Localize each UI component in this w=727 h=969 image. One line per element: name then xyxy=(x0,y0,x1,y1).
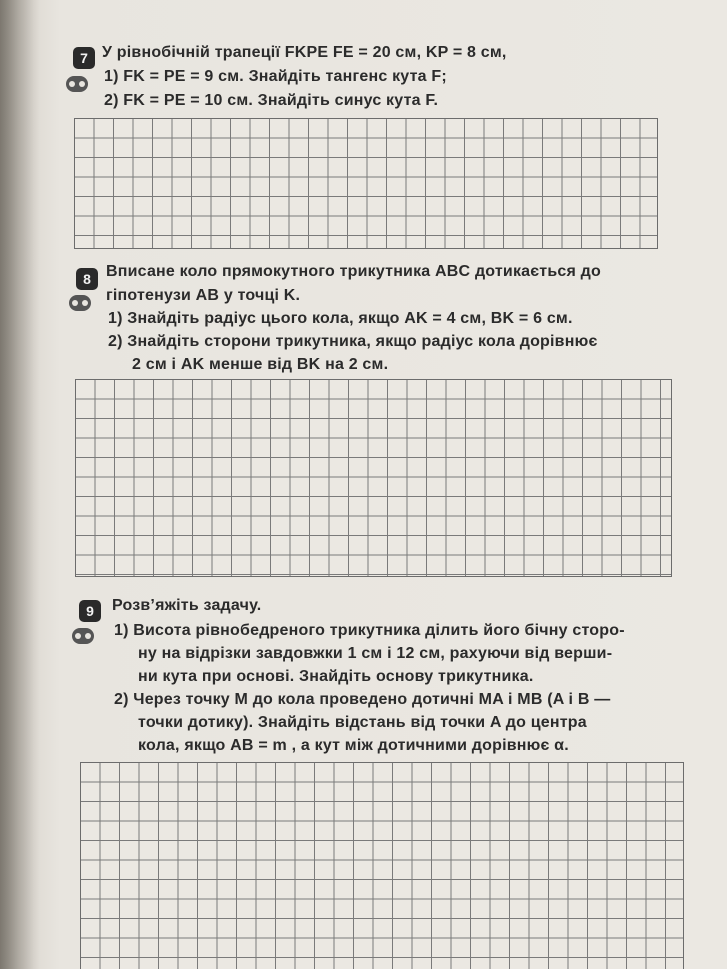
task-7-line-2: 1) FK = PE = 9 см. Знайдіть тангенс кута F; xyxy=(104,68,447,85)
task-8-badge: 8 xyxy=(76,268,98,290)
task-9-line-2: 1) Висота рівнобедреного трикутника ділить його бічну сторо- xyxy=(114,622,625,639)
difficulty-icon xyxy=(66,76,88,92)
task-9-line-7: кола, якщо AB = m , а кут між дотичними дорівнює α. xyxy=(138,737,569,754)
task-9-badge: 9 xyxy=(79,600,101,622)
task-7-line-1: У рівнобічній трапеції FKPE FE = 20 см, KP = 8 см, xyxy=(102,44,507,61)
task-9-line-6: точки дотику). Знайдіть відстань від точки A до центра xyxy=(138,714,587,731)
task-7-badge: 7 xyxy=(73,47,95,69)
answer-grid-8 xyxy=(75,379,672,577)
task-9-line-1: Розв’яжіть задачу. xyxy=(112,597,262,614)
task-9-line-4: ни кута при основі. Знайдіть основу трикутника. xyxy=(138,668,534,685)
task-7-line-3: 2) FK = PE = 10 см. Знайдіть синус кута F. xyxy=(104,92,439,109)
task-9-line-3: ну на відрізки завдовжки 1 см і 12 см, рахуючи від верши- xyxy=(138,645,613,662)
answer-grid-9 xyxy=(80,762,684,969)
answer-grid-7 xyxy=(74,118,658,249)
page-spine-shadow xyxy=(0,0,40,969)
task-8-line-4: 2) Знайдіть сторони трикутника, якщо радіус кола дорівнює xyxy=(108,333,598,350)
task-8-line-3: 1) Знайдіть радіус цього кола, якщо AK = 4 см, BK = 6 см. xyxy=(108,310,573,327)
task-8-line-5: 2 см і AK менше від BK на 2 см. xyxy=(132,356,389,373)
difficulty-icon xyxy=(69,295,91,311)
task-8-line-2: гіпотенузи AB у точці K. xyxy=(106,287,301,304)
difficulty-icon xyxy=(72,628,94,644)
task-8-line-1: Вписане коло прямокутного трикутника ABC дотикається до xyxy=(106,263,601,280)
task-9-line-5: 2) Через точку M до кола проведено дотичні MA і MB (A і B — xyxy=(114,691,611,708)
